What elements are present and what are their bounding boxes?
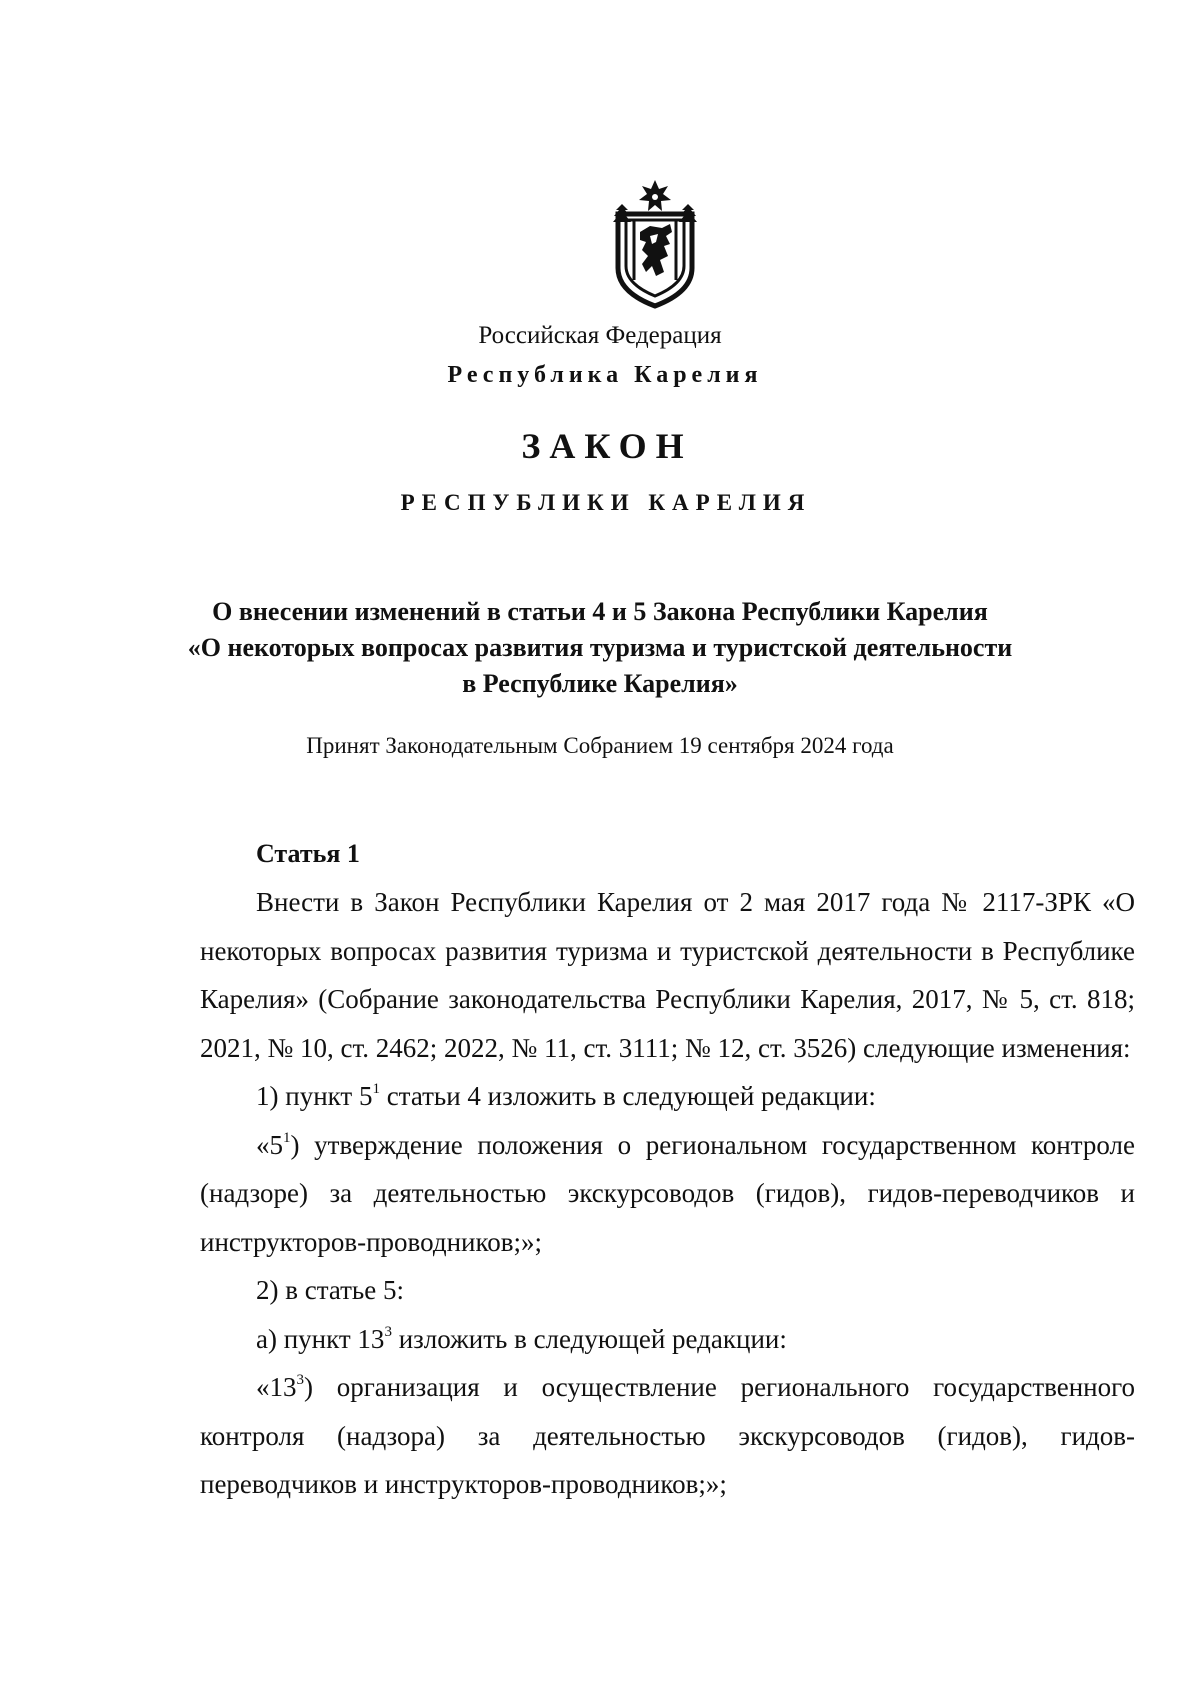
amendment-item-2: 2) в статье 5: [256, 1275, 404, 1305]
article-body [200, 878, 1135, 1509]
country-name: Российская Федерация [478, 322, 722, 349]
adoption-note: Принят Законодательным Собранием 19 сентября 2024 года [306, 733, 894, 758]
amendment-item-1: 1) пункт $5^1$ статьи 4 изложить в следующей редакции: [256, 1081, 876, 1111]
amendment-quote-2: «$13^3$) организация и осуществление регионального государственного контроля (надзора) за деятельностью экскурсоводов (гидов), гидов-переводчиков и инструкторов-проводников;»; [200, 1372, 1135, 1499]
amendment-quote-1: «$5^1$) утверждение положения о региональном государственном контроле (надзоре) за деятельностью экскурсоводов (гидов), гидов-переводчиков и инструкторов-проводников;»; [200, 1129, 1135, 1257]
article-intro-paragraph: Внести в Закон Республики Карелия от 2 мая 2017 года № 2117-ЗРК «О некоторых вопросах развития туризма и туристской деятельности в Республике Карелия» (Собрание законодательства Республики Карелия, 2017, № 5, ст. 818; 2021, № 10, ст. 2462; 2022, № 11, ст. 3111; № 12, ст. 3526) следующие изменения: [200, 887, 1135, 1063]
coat-of-arms-emblem [610, 180, 700, 310]
republic-name: Республика Карелия [447, 362, 763, 388]
law-title-line-1: О внесении изменений в статьи 4 и 5 Закона Республики Карелия [212, 597, 988, 626]
law-title-line-2: «О некоторых вопросах развития туризма и туристской деятельности [187, 633, 1013, 662]
amendment-item-2a: а) пункт $13^3$ изложить в следующей редакции: [256, 1323, 787, 1354]
law-title-line-3: в Республике Карелия» [462, 669, 738, 698]
article-heading: Статья 1 [256, 839, 360, 868]
document-type: ЗАКОН [521, 426, 693, 466]
emblem-bear [640, 224, 672, 276]
document-issuer: РЕСПУБЛИКИ КАРЕЛИЯ [400, 490, 812, 515]
